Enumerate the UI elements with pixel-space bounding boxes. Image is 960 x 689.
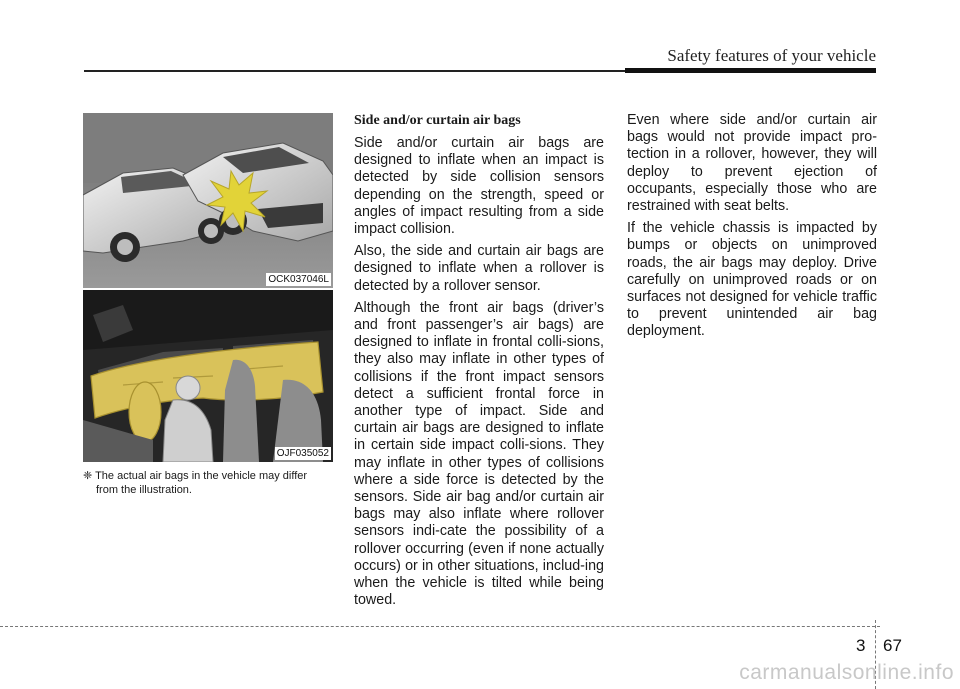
curtain-airbag-drawing bbox=[83, 290, 333, 462]
note-line-1: The actual air bags in the vehicle may differ bbox=[95, 470, 308, 482]
curtain-airbag-illustration bbox=[83, 290, 333, 462]
header-rule-accent bbox=[625, 68, 876, 73]
section-heading: Side and/or curtain air bags bbox=[354, 113, 521, 128]
note-symbol: ❈ bbox=[83, 470, 93, 482]
paragraph: Also, the side and curtain air bags are designed to inflate when a rollover is detected by a rollover sensor. bbox=[354, 243, 604, 294]
column-side-curtain-airbags bbox=[354, 112, 604, 614]
paragraph: If the vehicle chassis is impacted by bumps or objects on unimproved roads, the air bags may deploy. Drive carefully on unimproved roads or on surfaces not designed for vehicle traffic to prevent unintended air bag deployment. bbox=[627, 220, 877, 340]
column-continued bbox=[627, 112, 877, 346]
section-number: 3 bbox=[856, 636, 866, 655]
side-impact-illustration bbox=[83, 113, 333, 288]
figure-note bbox=[83, 469, 338, 497]
note-line-2: from the illustration. bbox=[96, 484, 192, 496]
side-impact-drawing bbox=[83, 113, 333, 288]
paragraph: Side and/or curtain air bags are designed to inflate when an impact is detected by side collision sensors depending on the strength, speed or angles of impact resulting from a side impact collision. bbox=[354, 135, 604, 238]
figure-code: OCK037046L bbox=[268, 274, 329, 285]
figure-code: OJF035052 bbox=[276, 448, 329, 459]
paragraph: Even where side and/or curtain air bags would not provide impact pro-tection in a rollover, however, they will deploy to prevent ejection of occupants, especially those who are restrained with seat belts. bbox=[627, 112, 877, 215]
paragraph: Although the front air bags (driver’s and front passenger’s air bags) are designed to inflate in frontal colli-sions, they also may inflate in other types of collisions if the front impact sensors detect a sufficient frontal force in another type of impact. Side and curtain air bags are designed to inflate in certain side impact colli-sions. They may inflate in other types of collisions where a side force is detected by the sensors. Side air bag and/or curtain air bags may also inflate where rollover sensors indi-cate the possibility of a rollover occurring (even if none actually occurs) or in other situations, includ-ing when the vehicle is tilted while being towed. bbox=[354, 299, 604, 609]
running-header-title: Safety features of your vehicle bbox=[667, 46, 876, 65]
page-number: 67 bbox=[883, 636, 902, 655]
footer-rule bbox=[0, 626, 880, 627]
watermark: carmanualsonline.info bbox=[739, 661, 954, 684]
